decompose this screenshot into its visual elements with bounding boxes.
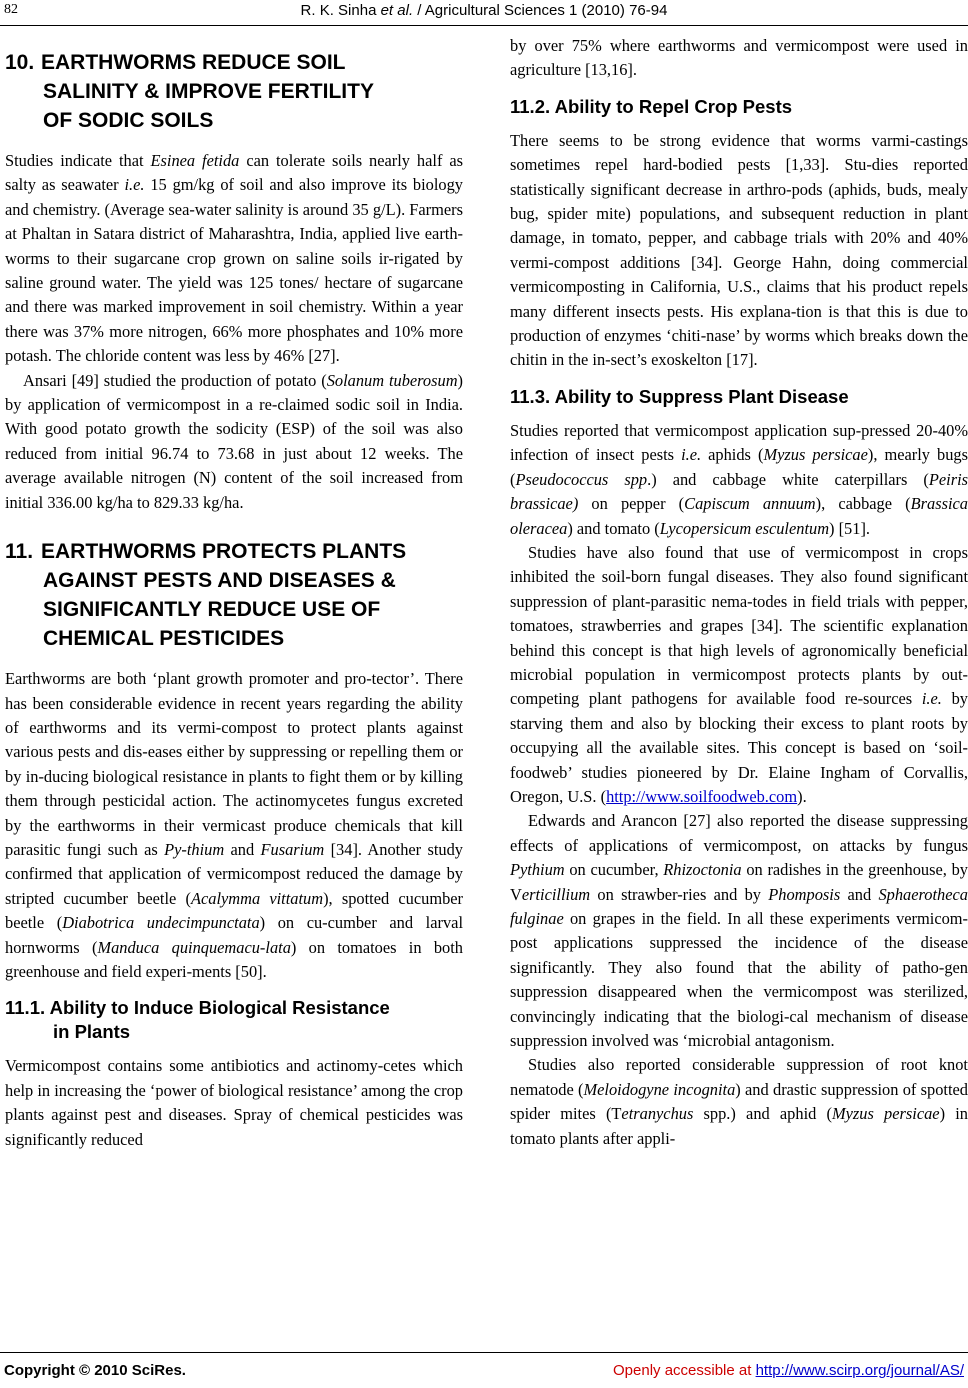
subsection-11-2-heading: 11.2. Ability to Repel Crop Pests <box>510 95 793 117</box>
paragraph: Vermicompost contains some antibiotics and actinomy-cetes which help in increasing the ‘power of biological resistance’ among the crop plants against pest and diseases. Spray of chemical pesticides was significantly reduced <box>5 1056 463 1149</box>
paragraph: Ansari [49] studied the production of potato (Solanum tuberosum) by application of vermicompost in a re-claimed sodic soil in India. With good potato growth the sodicity (ESP) of the soil was also reduced from initial 96.74 to 73.68 in just about 12 weeks. The average available nitrogen (N) content of the soil increased from initial 336.00 kg/ha to 829.33 kg/ha. <box>5 370 464 512</box>
paragraph: Studies have also found that use of vermicompost in crops inhibited the soil-born fungal diseases. They also found significant suppression of plant-parasitic nema-todes in field trials with pepper, tomatoes, strawberries and grapes [34]. The scientific explanation behind this concept is that high levels of agronomically beneficial microbial population in vermicompost protects plants by out-competing plant pathogens for available food re-sources i.e. by starving them and also by blocking their excess to plant roots by occupying all the available sites. This concept is based on ‘soil-foodweb’ studies pioneered by Dr. Elaine Ingham of Corvallis, Oregon, U.S. (http://www.soilfoodweb.com). <box>510 542 968 806</box>
open-access-notice: Openly accessible at http://www.scirp.org/journal/AS/ <box>613 1362 964 1379</box>
section-11-heading: 11. EARTHWORMS PROTECTS PLANTS AGAINST PESTS AND DISEASES & SIGNIFICANTLY REDUCE USE OF CHEMICAL PESTICIDES <box>5 540 407 651</box>
subsection-11-1-heading: 11.1. Ability to Induce Biological Resistance in Plants <box>5 997 390 1043</box>
footer-rule <box>0 1352 968 1353</box>
running-head-etal: et al. <box>380 2 414 19</box>
copyright-notice: Copyright © 2010 SciRes. <box>4 1362 186 1379</box>
page-number: 82 <box>4 2 18 17</box>
running-head <box>0 2 968 19</box>
section-10-heading: 10. EARTHWORMS REDUCE SOIL SALINITY & IMPROVE FERTILITY OF SODIC SOILS <box>5 51 374 132</box>
page-footer <box>0 1352 968 1388</box>
paragraph: Studies reported that vermicompost application sup-pressed 20-40% infection of insect pests i.e. aphids (Myzus persicae), mearly bugs (Pseudococcus spp.) and cabbage white caterpillars (Peiris brassicae) on pepper (Capiscum annuum), cabbage (Brassica oleracea) and tomato (Lycopersicum esculentum) [51]. <box>510 420 968 538</box>
paragraph: Studies also reported considerable suppression of root knot nematode (Meloidogyne incognita) and drastic suppression of spotted spider mites (Tetranychus spp.) and aphid (Myzus persicae) in tomato plants after appli- <box>510 1055 968 1148</box>
paragraph: Edwards and Arancon [27] also reported the disease suppressing effects of applications of vermicompost, on attacks by fungus Pythium on cucumber, Rhizoctonia on radishes in the greenhouse, by Verticillium on strawber-ries and by Phomposis and Sphaerotheca fulginae on grapes in the field. In all these experiments vermicom-post applications suppressed the incidence of the disease significantly. They also found that the ability of patho-gen suppression disappeared when the vermicompost was sterilized, convincingly indicating that the biologi-cal mechanism of disease suppression involved was ‘microbial antagonism. <box>510 811 968 1051</box>
soilfoodweb-link[interactable]: http://www.soilfoodweb.com <box>606 786 798 806</box>
subsection-11-3-heading: 11.3. Ability to Suppress Plant Disease <box>510 385 849 407</box>
page-header <box>0 0 968 28</box>
running-head-journal: / Agricultural Sciences 1 (2010) 76-94 <box>413 2 668 19</box>
running-head-authors: R. K. Sinha <box>300 2 381 19</box>
paragraph: Earthworms are both ‘plant growth promoter and pro-tector’. There has been considerable evidence in recent years regarding the ability of earthworms and its vermi-compost to protect plants against various pests and dis-eases either by suppressing or repelling them or by in-ducing biological resistance in plants to fight them or by killing them through pesticidal action. The actinomycetes fungus excreted by the earthworms in their vermicast produce chemicals that kill parasitic fungi such as Py-thium and Fusarium [34]. Another study confirmed that application of vermicompost reduced the damage by stripted cucumber beetle (Acalymma vittatum), spotted cucumber beetle (Diabotrica undecimpunctata) on cu-cumber and larval hornworms (Manduca quinquemacu-lata) on tomatoes in both greenhouse and field experi-ments [50]. <box>5 669 463 981</box>
left-column <box>5 34 463 1152</box>
header-rule <box>0 25 968 26</box>
paragraph: by over 75% where earthworms and vermicompost were used in agriculture [13,16]. <box>510 36 968 80</box>
paragraph: Studies indicate that Esinea fetida can tolerate soils nearly half as salty as seawater i.e. 15 gm/kg of soil and also improve its biology and chemistry. (Average sea-water salinity is around 35 g/L). Farmers at Phaltan in Satara district of Maharashtra, India, applied live earth-worms to their sugarcane crop grown on saline soils ir-rigated by saline ground water. The yield was 125 tones/ hectare of sugarcane and there was marked improvement in soil chemistry. Within a year there was 37% more nitrogen, 66% more phosphates and 10% more potash. The chloride content was less by 46% [27]. <box>5 151 463 366</box>
right-column <box>510 34 968 1151</box>
paragraph: There seems to be strong evidence that worms varmi-castings sometimes repel hard-bodied pests [1,33]. Stu-dies reported statistically significant decrease in arthro-pods (aphids, buds, mealy bug, spider mite) populations, and subsequent reduction in plant damage, in tomato, pepper, and cabbage trials with 20% and 40% vermi-compost additions [34]. George Hahn, doing commercial vermicomposting in California, U.S., claims that his product repels many different insects pests. His explana-tion is that this is due to production of enzymes ‘chiti-nase’ by worms which breaks down the chitin in the in-sect’s exoskelton [17]. <box>510 130 968 370</box>
journal-link[interactable]: http://www.scirp.org/journal/AS/ <box>755 1362 964 1379</box>
